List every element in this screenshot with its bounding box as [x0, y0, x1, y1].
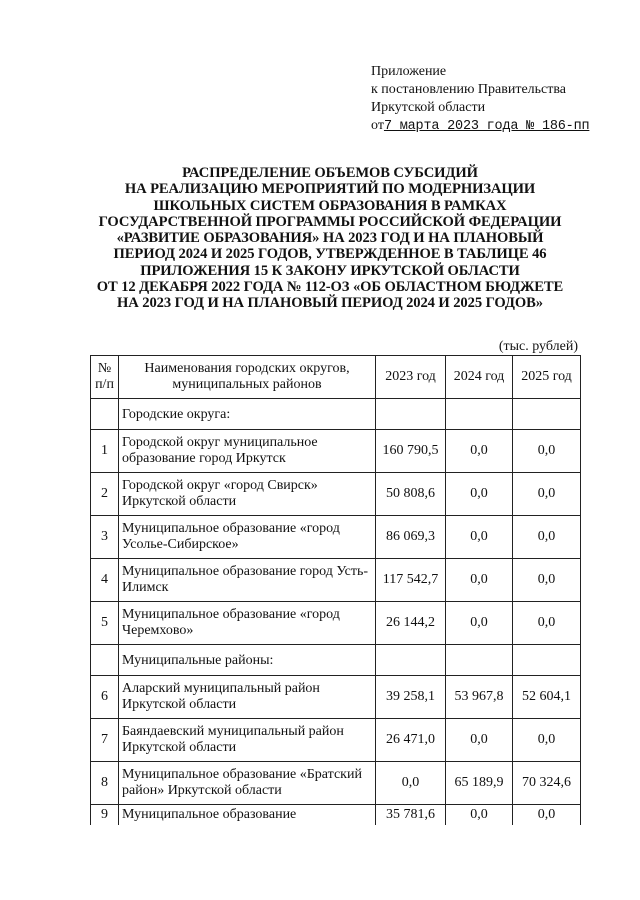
- appendix-block: [371, 63, 589, 136]
- header-number-line1: №: [97, 361, 112, 376]
- cell-empty: [513, 645, 581, 676]
- row-2024: 0,0: [446, 473, 513, 516]
- row-2025: 0,0: [513, 719, 581, 762]
- row-number: 5: [91, 602, 119, 645]
- row-2025: 0,0: [513, 430, 581, 473]
- appendix-line-2: к постановлению Правительства: [371, 82, 567, 97]
- row-number: 4: [91, 559, 119, 602]
- cell-empty: [513, 399, 581, 430]
- header-name-line2: муниципальных районов: [172, 377, 322, 392]
- row-name: Муниципальное образование: [119, 805, 376, 826]
- table-row: [91, 602, 581, 645]
- header-number: [91, 356, 119, 399]
- row-name: Городской округ муниципальное образование город Иркутск: [119, 430, 376, 473]
- title-line: ПРИЛОЖЕНИЯ 15 К ЗАКОНУ ИРКУТСКОЙ ОБЛАСТИ: [140, 262, 520, 279]
- row-2025: 70 324,6: [513, 762, 581, 805]
- row-2024: 0,0: [446, 719, 513, 762]
- table-row: [91, 430, 581, 473]
- row-2023: 26 144,2: [376, 602, 446, 645]
- header-name-line1: Наименования городских округов,: [144, 361, 350, 376]
- row-name: Городской округ «город Свирск» Иркутской области: [119, 473, 376, 516]
- title-line: «РАЗВИТИЕ ОБРАЗОВАНИЯ» НА 2023 ГОД И НА ПЛАНОВЫЙ: [116, 230, 544, 247]
- appendix-date-line: [371, 117, 589, 136]
- row-number: 2: [91, 473, 119, 516]
- row-2024: 65 189,9: [446, 762, 513, 805]
- row-number: 7: [91, 719, 119, 762]
- table-row: [91, 473, 581, 516]
- subsidy-table: [90, 355, 581, 825]
- row-2024: 53 967,8: [446, 676, 513, 719]
- row-number: 3: [91, 516, 119, 559]
- section-label: Муниципальные районы:: [119, 645, 376, 676]
- appendix-line-3: Иркутской области: [371, 100, 486, 115]
- row-2023: 117 542,7: [376, 559, 446, 602]
- resolution-date: 7 марта 2023 года № 186-пп: [383, 119, 590, 134]
- row-2025: 0,0: [513, 559, 581, 602]
- row-2023: 26 471,0: [376, 719, 446, 762]
- row-name: Муниципальное образование «Братский район» Иркутской области: [119, 762, 376, 805]
- row-2024: 0,0: [446, 430, 513, 473]
- row-name: Муниципальное образование «город Усолье-Сибирское»: [119, 516, 376, 559]
- cell-empty: [91, 645, 119, 676]
- section-row-urban: [91, 399, 581, 430]
- table-header-row: [91, 356, 581, 399]
- appendix-line-1: Приложение: [371, 64, 447, 79]
- row-2025: 0,0: [513, 805, 581, 826]
- row-2024: 0,0: [446, 602, 513, 645]
- row-name: Муниципальное образование «город Черемхово»: [119, 602, 376, 645]
- row-2025: 0,0: [513, 516, 581, 559]
- header-2023: 2023 год: [376, 356, 446, 399]
- row-2023: 86 069,3: [376, 516, 446, 559]
- document-title: [60, 165, 600, 312]
- row-name: Аларский муниципальный район Иркутской области: [119, 676, 376, 719]
- date-prefix: от: [371, 118, 384, 133]
- title-line: НА 2023 ГОД И НА ПЛАНОВЫЙ ПЕРИОД 2024 И 2025 ГОДОВ»: [117, 295, 543, 312]
- row-number: 9: [91, 805, 119, 826]
- units-label: (тыс. рублей): [498, 339, 578, 354]
- header-2025: 2025 год: [513, 356, 581, 399]
- header-2024: 2024 год: [446, 356, 513, 399]
- header-name: [119, 356, 376, 399]
- row-number: 6: [91, 676, 119, 719]
- title-line: ОТ 12 ДЕКАБРЯ 2022 ГОДА № 112-ОЗ «ОБ ОБЛАСТНОМ БЮДЖЕТЕ: [96, 279, 564, 296]
- row-number: 1: [91, 430, 119, 473]
- row-2023: 0,0: [376, 762, 446, 805]
- section-label: Городские округа:: [119, 399, 376, 430]
- table-row: [91, 676, 581, 719]
- row-name: Муниципальное образование город Усть-Илимск: [119, 559, 376, 602]
- table-row: [91, 762, 581, 805]
- cell-empty: [376, 399, 446, 430]
- row-name: Баяндаевский муниципальный район Иркутской области: [119, 719, 376, 762]
- cell-empty: [446, 645, 513, 676]
- row-2025: 0,0: [513, 473, 581, 516]
- cell-empty: [446, 399, 513, 430]
- title-line: РАСПРЕДЕЛЕНИЕ ОБЪЕМОВ СУБСИДИЙ: [182, 165, 478, 181]
- row-number: 8: [91, 762, 119, 805]
- row-2023: 39 258,1: [376, 676, 446, 719]
- title-line: ШКОЛЬНЫХ СИСТЕМ ОБРАЗОВАНИЯ В РАМКАХ: [153, 197, 507, 214]
- cell-empty: [91, 399, 119, 430]
- title-line: НА РЕАЛИЗАЦИЮ МЕРОПРИЯТИЙ ПО МОДЕРНИЗАЦИИ: [124, 181, 536, 198]
- table-row: [91, 516, 581, 559]
- row-2025: 0,0: [513, 602, 581, 645]
- table-row: [91, 719, 581, 762]
- row-2024: 0,0: [446, 559, 513, 602]
- row-2023: 50 808,6: [376, 473, 446, 516]
- row-2024: 0,0: [446, 805, 513, 826]
- table-row: [91, 805, 581, 826]
- cell-empty: [376, 645, 446, 676]
- row-2024: 0,0: [446, 516, 513, 559]
- row-2025: 52 604,1: [513, 676, 581, 719]
- title-line: ГОСУДАРСТВЕННОЙ ПРОГРАММЫ РОССИЙСКОЙ ФЕДЕРАЦИИ: [98, 213, 562, 230]
- row-2023: 160 790,5: [376, 430, 446, 473]
- section-row-districts: [91, 645, 581, 676]
- header-number-line2: п/п: [95, 377, 114, 392]
- table-row: [91, 559, 581, 602]
- row-2023: 35 781,6: [376, 805, 446, 826]
- title-line: ПЕРИОД 2024 И 2025 ГОДОВ, УТВЕРЖДЕННОЕ В ТАБЛИЦЕ 46: [113, 246, 547, 263]
